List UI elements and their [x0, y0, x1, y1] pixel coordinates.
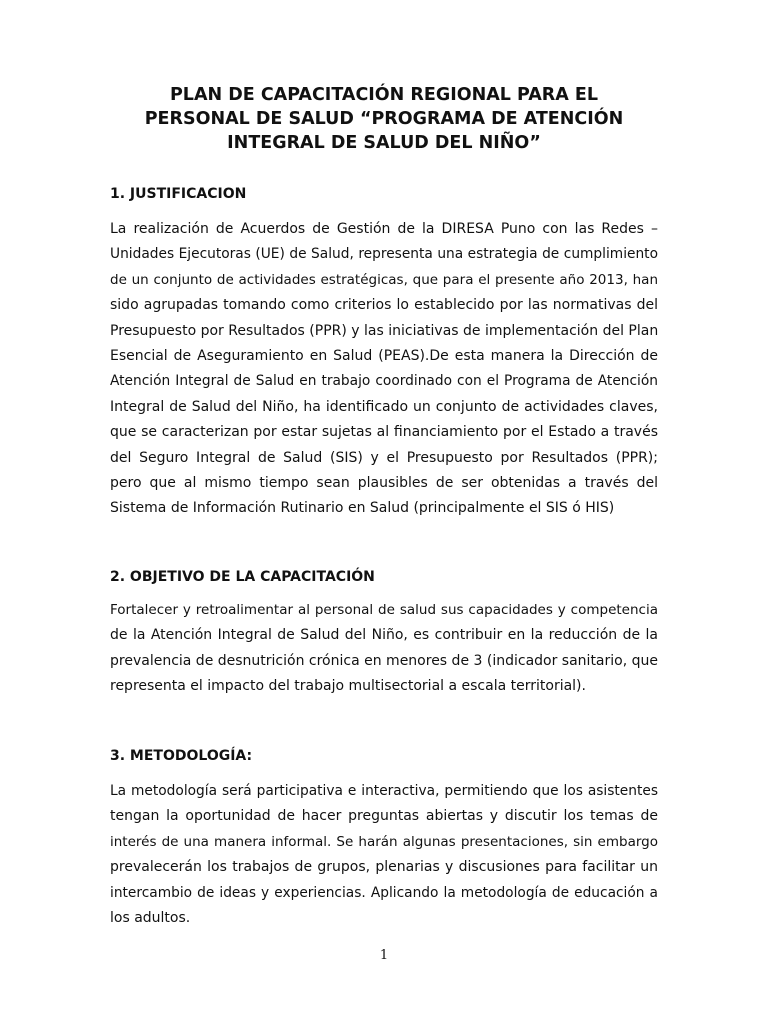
section-body-justificacion: [110, 217, 658, 522]
text-line: Presupuesto por Resultados (PPR) y las iniciativas de implementación del Plan: [110, 322, 659, 339]
text-line: del Seguro Integral de Salud (SIS) y el Presupuesto por Resultados (PPR);: [110, 449, 658, 466]
section-body-metodologia: [110, 779, 658, 931]
text-line: Atención Integral de Salud en trabajo coordinado con el Programa de Atención: [110, 373, 658, 390]
text-line: Unidades Ejecutoras (UE) de Salud, representa una estrategia de cumplimiento: [110, 246, 658, 263]
text-line: tengan la oportunidad de hacer preguntas abiertas y discutir los temas de: [110, 808, 658, 825]
section-body-objetivo: [110, 598, 658, 700]
text-line: prevalecerán los trabajos de grupos, plenarias y discusiones para facilitar un: [110, 859, 658, 876]
text-line: Esencial de Aseguramiento en Salud (PEAS).De esta manera la Dirección de: [110, 348, 658, 365]
text-line: Fortalecer y retroalimentar al personal de salud sus capacidades y competencia: [110, 602, 658, 618]
text-line: La metodología será participativa e interactiva, permitiendo que los asistentes: [110, 783, 658, 799]
text-line: de la Atención Integral de Salud del Niño, es contribuir en la reducción de la: [110, 627, 658, 644]
text-line: interés de una manera informal. Se harán algunas presentaciones, sin embargo: [110, 833, 658, 850]
document-title: [110, 83, 658, 155]
title-line: PERSONAL DE SALUD “PROGRAMA DE ATENCIÓN: [144, 109, 624, 129]
text-line: intercambio de ideas y experiencias. Aplicando la metodología de educación a: [110, 884, 658, 901]
text-line: sido agrupadas tomando como criterios lo establecido por las normativas del: [110, 297, 658, 314]
text-line: de un conjunto de actividades estratégicas, que para el presente año 2013, han: [110, 271, 658, 288]
text-line: La realización de Acuerdos de Gestión de la DIRESA Puno con las Redes –: [110, 221, 658, 237]
title-line: INTEGRAL DE SALUD DEL NIÑO”: [227, 133, 541, 153]
page-number: 1: [379, 948, 389, 963]
text-line: que se caracterizan por estar sujetas al financiamiento por el Estado a través: [110, 424, 658, 441]
section-heading-justificacion: 1. JUSTIFICACION: [110, 186, 247, 202]
text-line: prevalencia de desnutrición crónica en menores de 3 (indicador sanitario, que: [110, 652, 658, 669]
text-line: Sistema de Información Rutinario en Salud (principalmente el SIS ó HIS): [110, 500, 615, 517]
text-line: los adultos.: [110, 910, 191, 927]
text-line: Integral de Salud del Niño, ha identificado un conjunto de actividades claves,: [110, 398, 658, 415]
text-line: representa el impacto del trabajo multisectorial a escala territorial).: [110, 678, 586, 695]
section-heading-metodologia: 3. METODOLOGÍA:: [110, 748, 253, 764]
text-line: pero que al mismo tiempo sean plausibles de ser obtenidas a través del: [110, 475, 658, 492]
section-heading-objetivo: 2. OBJETIVO DE LA CAPACITACIÓN: [110, 569, 375, 585]
title-line: PLAN DE CAPACITACIÓN REGIONAL PARA EL: [169, 85, 599, 105]
